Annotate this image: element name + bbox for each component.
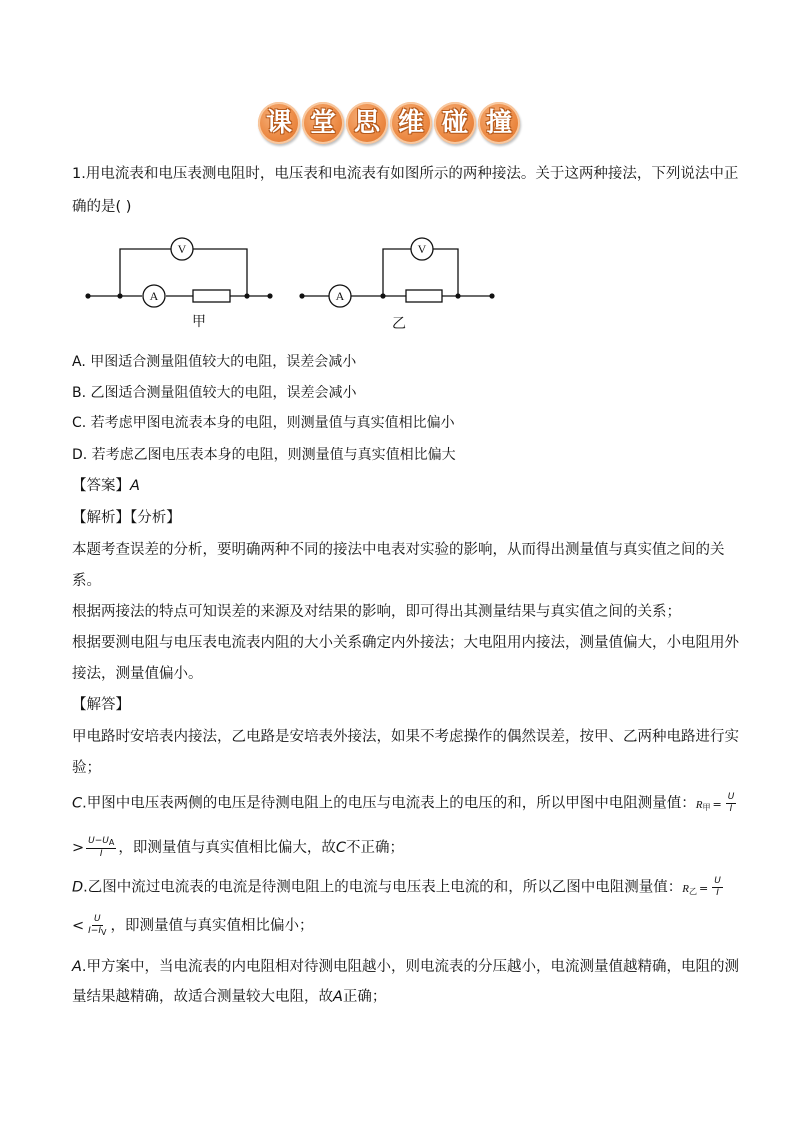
ammeter-symbol: A — [335, 289, 345, 303]
equals-sign: = — [699, 881, 709, 895]
solution-a-line-2 — [72, 987, 386, 1007]
solution-text: .乙图中流过电流表的电流是待测电阻上的电流与电压表上电流的和，所以乙图中电阻测量值： — [83, 879, 683, 896]
solution-text: 量结果越精确，故适合测量较大电阻，故 — [72, 989, 333, 1005]
symbol-r: R — [682, 882, 690, 895]
solution-c-line-1 — [72, 792, 738, 818]
denominator — [86, 926, 108, 938]
title-char: 课 — [258, 102, 300, 144]
formula-r — [682, 883, 697, 895]
fraction — [726, 792, 737, 815]
less-than-sign: < — [72, 918, 85, 934]
solution-d-line-1 — [72, 876, 725, 902]
answer-value: A — [130, 478, 140, 494]
voltmeter-symbol: V — [177, 242, 187, 256]
resistor-icon — [193, 290, 230, 302]
answer-label: 【答案】 — [72, 478, 130, 494]
analysis-label: 【解析】【分析】 — [72, 510, 181, 526]
solution-text: 甲电路时安培表内接法，乙电路是安培表外接法，如果不考虑操作的偶然误差，按甲、乙两种电路进行实 — [72, 729, 739, 745]
option-c: C. 若考虑甲图电流表本身的电阻，则测量值与真实值相比偏小 — [72, 415, 455, 431]
denominator-text: I−I — [88, 926, 102, 936]
solution-c-line-2 — [72, 836, 404, 860]
solution-text: .甲方案中，当电流表的内电阻相对待测电阻越小，则电流表的分压越小，电流测量值越精确，电阻的测 — [81, 959, 740, 975]
solution-text: .甲图中电压表两侧的电压是待测电阻上的电压与电流表上的电压的和，所以甲图中电阻测量值： — [82, 795, 696, 812]
denominator: I — [99, 849, 103, 859]
fraction — [712, 876, 723, 899]
option-letter: A — [333, 989, 343, 1005]
option-letter: A — [72, 959, 82, 975]
title-char: 思 — [346, 102, 388, 144]
numerator: U — [714, 876, 721, 886]
voltmeter-symbol: V — [417, 242, 427, 256]
fraction — [86, 836, 116, 860]
numerator-text: U−U — [88, 836, 109, 846]
circuit-yi — [302, 238, 492, 307]
numerator: U — [94, 914, 101, 924]
title-char: 撞 — [478, 102, 520, 144]
solution-label: 【解答】 — [72, 697, 130, 713]
greater-than-sign: > — [72, 840, 85, 856]
circuit-label-yi: 乙 — [392, 316, 406, 332]
solution-text: 正确； — [342, 989, 387, 1005]
option-letter: C — [72, 795, 83, 812]
answer-line — [72, 476, 140, 496]
solution-a-line-1 — [72, 957, 739, 977]
equals-sign: = — [712, 797, 722, 811]
numerator — [86, 836, 116, 849]
subscript: A — [108, 838, 115, 847]
denominator: I — [716, 888, 719, 898]
title-char: 碰 — [434, 102, 476, 144]
subscript: 乙 — [689, 886, 698, 896]
solution-text: 验； — [72, 760, 101, 776]
option-letter: D — [72, 879, 84, 896]
solution-text: 不正确； — [345, 840, 404, 856]
numerator: U — [727, 792, 735, 802]
formula-r — [696, 799, 711, 811]
option-d: D. 若考虑乙图电压表本身的电阻，则测量值与真实值相比偏大 — [72, 447, 456, 463]
option-b: B. 乙图适合测量阻值较大的电阻，误差会减小 — [72, 385, 357, 401]
option-a: A. 甲图适合测量阻值较大的电阻，误差会减小 — [72, 354, 357, 370]
ammeter-symbol: A — [149, 289, 159, 303]
fraction — [86, 914, 108, 938]
section-title-banner — [258, 102, 538, 150]
symbol-r: R — [695, 798, 703, 811]
title-char: 堂 — [302, 102, 344, 144]
question-stem-line-1: 1.用电流表和电压表测电阻时，电压表和电流表有如图所示的两种接法。关于这两种接法，下列说法中正 — [72, 166, 739, 182]
analysis-text: 接法，测量值偏小。 — [72, 666, 203, 682]
analysis-text: 根据两接法的特点可知误差的来源及对结果的影响，即可得出其测量结果与真实值之间的关系； — [72, 604, 681, 620]
analysis-text: 本题考查误差的分析，要明确两种不同的接法中电表对实验的影响，从而得出测量值与真实值之间的关 — [72, 542, 725, 558]
resistor-icon — [406, 290, 442, 302]
subscript: 甲 — [702, 802, 711, 812]
denominator: I — [729, 804, 733, 814]
title-char: 维 — [390, 102, 432, 144]
question-stem-line-2: 确的是( ) — [72, 199, 132, 215]
subscript: V — [101, 928, 107, 937]
option-letter: C — [335, 840, 346, 856]
solution-text: ，即测量值与真实值相比偏小； — [110, 918, 314, 934]
circuit-diagram — [80, 232, 510, 332]
solution-d-line-2 — [72, 914, 314, 938]
solution-text: ，即测量值与真实值相比偏大，故 — [118, 840, 336, 856]
analysis-text: 系。 — [72, 573, 101, 589]
analysis-text: 根据要测电阻与电压表电流表内阻的大小关系确定内外接法；大电阻用内接法，测量值偏大，小电阻用外 — [72, 635, 739, 651]
circuit-label-jia: 甲 — [192, 314, 206, 330]
